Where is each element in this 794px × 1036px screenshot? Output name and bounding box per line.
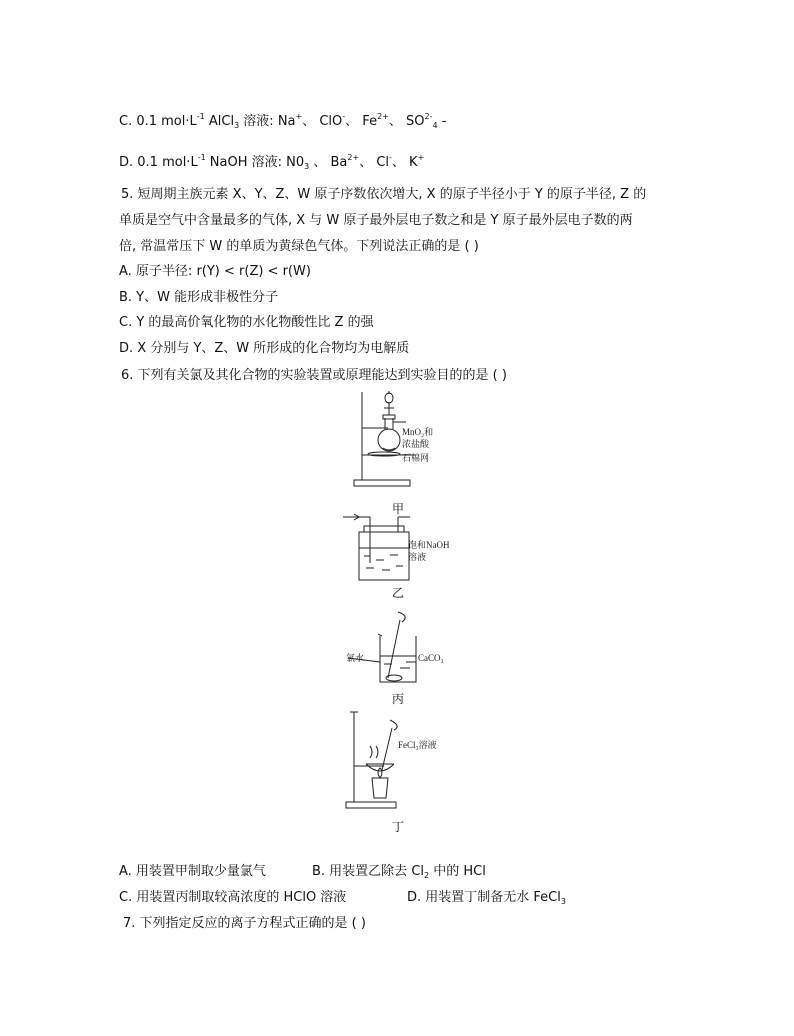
- label-naoh: 饱和NaOH: [408, 540, 450, 550]
- q5-option-b: B. Y、W 能形成非极性分子: [119, 290, 279, 305]
- label-caco3: CaCO₃: [418, 653, 444, 663]
- alcohol-lamp: [372, 778, 388, 798]
- q5-option-d: D. X 分别与 Y、Z、W 所形成的化合物均为电解质: [119, 341, 410, 356]
- caption-ding: 丁: [391, 820, 404, 834]
- label-asbestos: 石棉网: [402, 453, 430, 463]
- q5-option-c: C. Y 的最高价氧化物的水化物酸性比 Z 的强: [119, 315, 374, 330]
- label-solution: 溶液: [408, 552, 427, 562]
- figure-ding-apparatus: [340, 708, 470, 810]
- figure-bing-apparatus: [340, 606, 470, 686]
- figure-yi-apparatus: [340, 508, 470, 583]
- label-chlorine-water: 氯水: [346, 653, 365, 663]
- option-d-prev: D. 0.1 $mol\cdot L^{-1}$ NaOH 溶液: $N0_3$ 、 $Ba^{2+}$、 Cl-、 K+: [119, 153, 425, 171]
- caption-yi: 乙: [391, 586, 404, 600]
- glass-rod: [388, 620, 400, 678]
- q6-option-b: B. 用装置乙除去 $Cl_2$ 中的 HCl: [312, 864, 486, 880]
- q6-option-a: A. 用装置甲制取少量氯气: [119, 864, 266, 879]
- q6-option-d: D. 用装置丁制备无水 FeCl$_3$: [407, 890, 566, 906]
- label-mno2: MnO₂和: [402, 427, 434, 437]
- caption-jia: 甲: [391, 502, 404, 516]
- q7-stem: 7. 下列指定反应的离子方程式正确的是 ( ): [123, 916, 366, 931]
- stand-base: [346, 802, 396, 808]
- caption-bing: 丙: [391, 692, 404, 706]
- q5-line-1: 5. 短周期主族元素 X、Y、Z、W 原子序数依次增大, X 的原子半径小于 Y 的原子半径, Z 的: [121, 187, 647, 202]
- q5-option-a: A. 原子半径: r(Y) < r(Z) < r(W): [119, 264, 311, 279]
- q6-option-c: C. 用装置丙制取较高浓度的 HClO 溶液: [119, 890, 347, 905]
- q5-line-2: 单质是空气中含量最多的气体, X 与 W 原子最外层电子数之和是 Y 原子最外层电子数的两: [119, 213, 633, 228]
- label-hcl: 浓盐酸: [402, 439, 430, 449]
- flask: [378, 429, 400, 451]
- stand-base: [354, 480, 410, 486]
- option-c-prev: C. 0.1 $mol\cdot L^{-1}$ AlCl$_3$ 溶液: Na+、 ClO-、 $Fe^{2+}$、 $SO^{2-}_4$ -: [119, 112, 447, 130]
- q6-stem: 6. 下列有关氯及其化合物的实验装置或原理能达到实验目的的是 ( ): [121, 368, 507, 383]
- funnel: [385, 393, 393, 403]
- label-fecl3: FeCl₃溶液: [398, 740, 437, 750]
- figure-jia-apparatus: [340, 388, 470, 493]
- q5-line-3: 倍, 常温常压下 W 的单质为黄绿色气体。下列说法正确的是 ( ): [119, 239, 479, 254]
